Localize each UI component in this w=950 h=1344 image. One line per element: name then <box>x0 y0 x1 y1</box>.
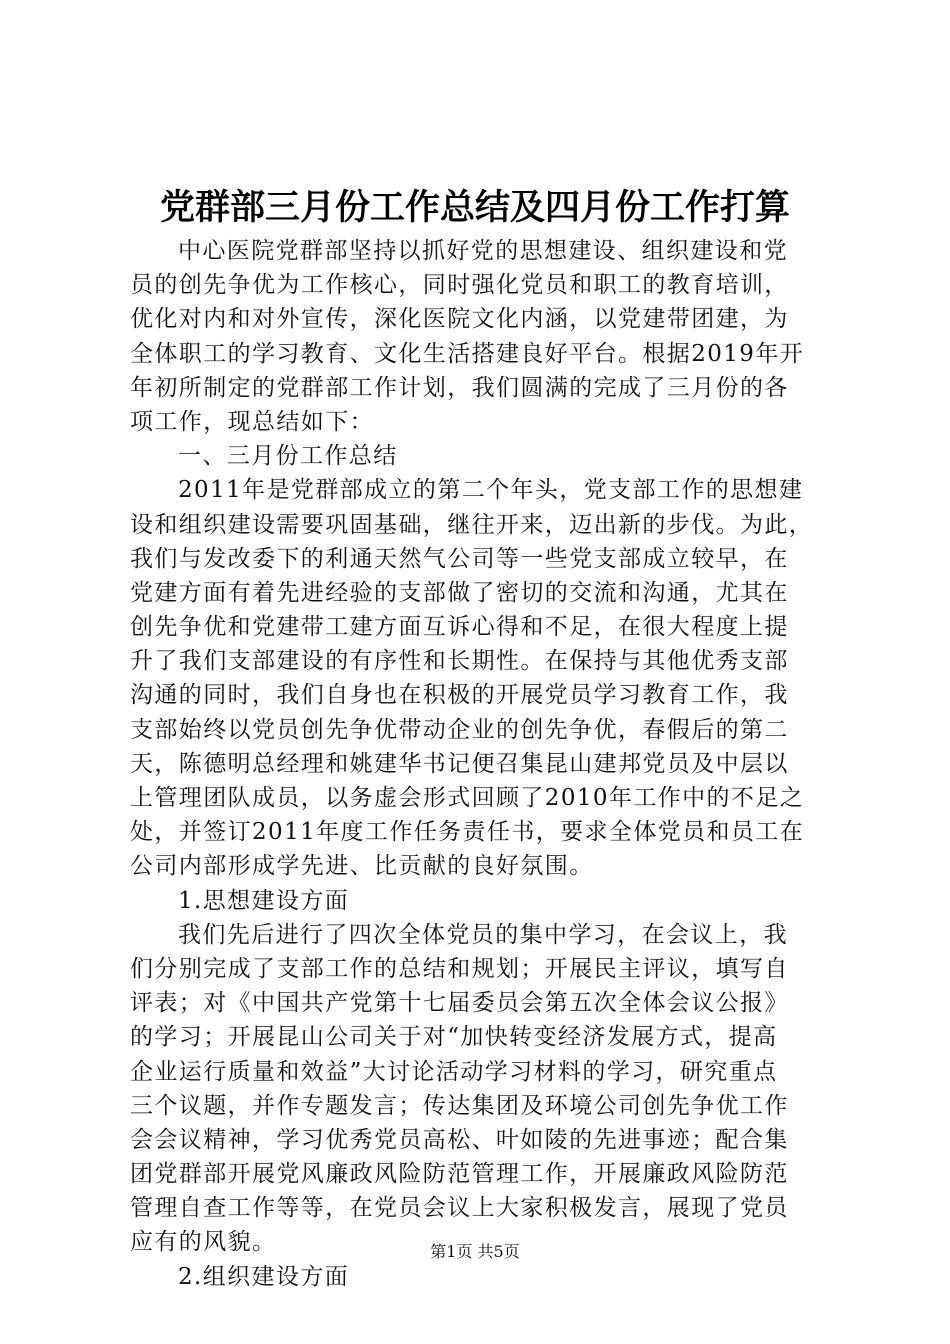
paragraph-intro <box>130 234 825 439</box>
text-line: 沟通的同时，我们自身也在积极的开展党员学习教育工作，我 <box>130 682 789 709</box>
text-line: 评表；对《中国共产党第十七届委员会第五次全体会议公报》 <box>130 990 789 1017</box>
subheading: 2.组织建设方面 <box>178 1263 350 1290</box>
text-line: 全体职工的学习教育、文化生活搭建良好平台。根据2019年开 <box>130 340 805 367</box>
text-line: 党建方面有着先进经验的支部做了密切的交流和沟通，尤其在 <box>130 579 789 606</box>
text-line: 会会议精神，学习优秀党员高松、叶如陵的先进事迹；配合集 <box>130 1126 789 1153</box>
text-line: 三个议题，并作专题发言；传达集团及环境公司创先争优工作 <box>130 1092 789 1119</box>
subheading: 1.思想建设方面 <box>178 887 350 914</box>
section-heading: 一、三月份工作总结 <box>178 443 398 470</box>
text-line: 支部始终以党员创先争优带动企业的创先争优，春假后的第二 <box>130 716 789 743</box>
text-line: 项工作，现总结如下： <box>130 408 374 435</box>
text-line: 天，陈德明总经理和姚建华书记便召集昆山建邦党员及中层以 <box>130 750 789 777</box>
text-line: 企业运行质量和效益”大讨论活动学习材料的学习，研究重点 <box>130 1058 778 1085</box>
text-line: 员的创先争优为工作核心，同时强化党员和职工的教育培训， <box>130 272 789 299</box>
text-line: 应有的风貌。 <box>130 1229 277 1256</box>
text-line: 我们与发改委下的利通天然气公司等一些党支部成立较早，在 <box>130 545 789 572</box>
text-line: 的学习；开展昆山公司关于对“加快转变经济发展方式，提高 <box>130 1024 778 1051</box>
text-line: 中心医院党群部坚持以抓好党的思想建设、组织建设和党 <box>178 238 788 264</box>
subheading-organization <box>130 1260 825 1294</box>
text-line: 公司内部形成学先进、比贡献的良好氛围。 <box>130 853 594 880</box>
text-line: 团党群部开展党风廉政风险防范管理工作，开展廉政风险防范 <box>130 1161 789 1188</box>
text-line: 升了我们支部建设的有序性和长期性。在保持与其他优秀支部 <box>130 648 789 675</box>
document-title: 党群部三月份工作总结及四月份工作打算 <box>159 187 790 228</box>
section-heading-summary <box>130 439 825 473</box>
text-line: 创先争优和党建带工建方面互诉心得和不足，在很大程度上提 <box>130 614 789 641</box>
subheading-ideology <box>130 884 825 918</box>
paragraph-overview <box>130 473 825 883</box>
document-body <box>130 234 825 1294</box>
text-line: 优化对内和对外宣传，深化医院文化内涵，以党建带团建，为 <box>130 306 789 333</box>
paragraph-ideology <box>130 918 825 1260</box>
text-line: 年初所制定的党群部工作计划，我们圆满的完成了三月份的各 <box>130 374 789 401</box>
text-line: 处，并签订2011年度工作任务责任书，要求全体党员和员工在 <box>130 819 805 846</box>
text-line: 我们先后进行了四次全体党员的集中学习，在会议上，我 <box>178 921 788 948</box>
text-line: 们分别完成了支部工作的总结和规划；开展民主评议，填写自 <box>130 955 789 982</box>
page-number-footer: 第1页 共5页 <box>430 1242 520 1261</box>
text-line: 管理自查工作等等，在党员会议上大家积极发言，展现了党员 <box>130 1195 789 1222</box>
text-line: 2011年是党群部成立的第二个年头，党支部工作的思想建 <box>178 477 804 504</box>
text-line: 设和组织建设需要巩固基础，继往开来，迈出新的步伐。为此， <box>130 511 814 538</box>
text-line: 上管理团队成员，以务虚会形式回顾了2010年工作中的不足之 <box>130 785 805 811</box>
